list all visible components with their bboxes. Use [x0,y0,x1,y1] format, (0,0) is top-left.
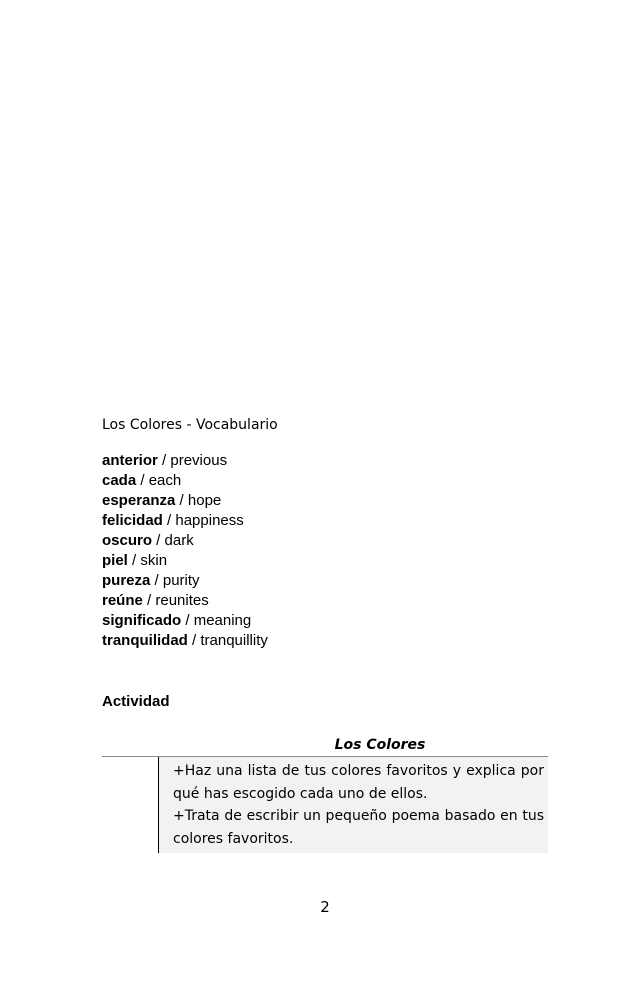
instruction-text: +Haz una lista de tus colores favoritos y explica por qué has escogido cada uno de ellos. [173,763,544,802]
vocab-term: tranquilidad [102,632,188,649]
vocab-term: esperanza [102,492,176,509]
vocab-separator: / [150,572,163,589]
vocab-term: cada [102,472,137,489]
vocab-term: significado [102,612,182,629]
vocab-translation: dark [164,532,194,549]
vocab-item [102,571,268,591]
vocab-translation: tranquillity [200,632,268,649]
vocab-term: anterior [102,452,158,469]
vocab-translation: previous [170,452,228,469]
page-number: 2 [320,898,330,916]
vocab-term: oscuro [102,532,153,549]
vocab-separator: / [187,632,201,649]
vocab-separator: / [136,472,149,489]
vocab-item [102,471,268,491]
vocab-term: pureza [102,572,151,589]
activity-heading: Actividad [102,693,170,710]
vocab-item [102,491,268,511]
vocabulary-list [102,451,268,651]
vocab-item [102,451,268,471]
section-title: Los Colores - Vocabulario [102,417,278,433]
vocab-translation: skin [140,552,168,569]
vocab-term: piel [102,552,128,569]
vocab-term: felicidad [102,512,163,529]
vocab-item [102,551,268,571]
activity-table-title: Los Colores [334,737,426,753]
vocab-translation: reunites [155,592,209,609]
activity-instructions [159,757,548,853]
vocab-item [102,611,268,631]
vocab-separator: / [162,512,176,529]
vocab-separator: / [152,532,165,549]
vocab-separator: / [181,612,194,629]
vocab-item [102,531,268,551]
vocab-translation: hope [187,492,222,509]
vocab-separator: / [142,592,156,609]
vocab-term: reúne [102,592,143,609]
vocab-separator: / [175,492,188,509]
vocab-translation: purity [162,572,200,589]
vocab-item [102,591,268,611]
vocab-translation: each [148,472,182,489]
vocab-item [102,631,268,651]
vocab-translation: happiness [175,512,244,529]
vocab-translation: meaning [193,612,252,629]
table-empty-cell [102,757,159,853]
vocab-separator: / [157,452,171,469]
vocab-item [102,511,268,531]
vocab-separator: / [127,552,141,569]
activity-table [102,734,548,853]
activity-table-body [102,757,548,853]
instruction-text: +Trata de escribir un pequeño poema basado en tus colores favoritos. [173,808,544,847]
